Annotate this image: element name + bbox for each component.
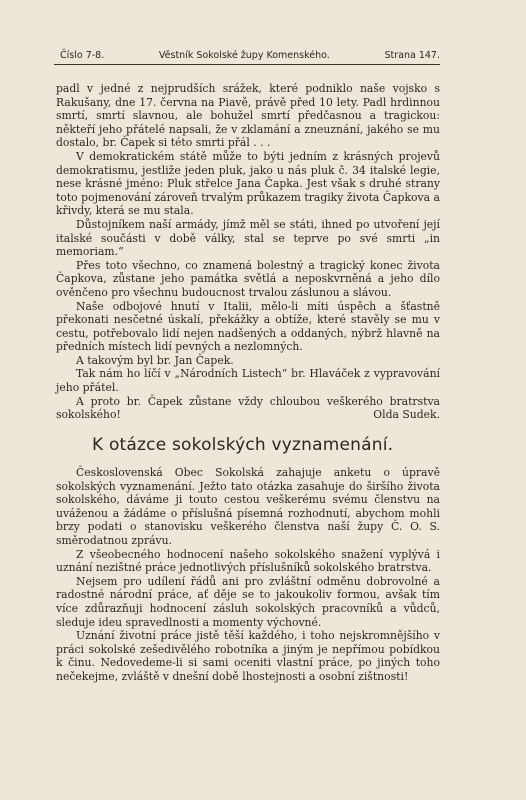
article-title: K otázce sokolských vyznamenání.	[92, 435, 394, 455]
paragraph: padl v jedné z nejprudších srážek, které podniklo naše vojsko s Rakušany, dne 17. června na Piavě, právě před 10 lety. Padl hrdinnou smrtí, smrtí slavnou, ale bohužel smrtí předčasnou a tragickou: někteří jeho přátelé napsali, že v zklamání a zneuznání, jakého se mu dostalo, br. Čapek si této smrti přál . . .	[56, 82, 440, 150]
header-rule	[54, 64, 440, 65]
page-number: Strana 147.	[384, 50, 440, 61]
running-header	[60, 50, 440, 62]
paragraph: V demokratickém státě může to býti jedním z krásných projevů demokratismu, jestliže jeden pluk, jako u nás pluk č. 34 italské legie, nese krásné jméno: Pluk střelce Jana Čapka. Jest však s druhé strany toto pojmenování zároveň trvalým průkazem tragiky života Čapkova a křivdy, která se mu stala.	[56, 149, 440, 218]
paragraph: Tak nám ho líčí v „Národních Listech“ br. Hlaváček z vypravování jeho přátel.	[56, 367, 440, 395]
article-text	[56, 466, 440, 684]
paragraph: Nejsem pro udílení řádů ani pro zvláštní odměnu dobrovolné a radostné národní práce, ať děje se to jakoukoliv formou, avšak tím více zdůrazňuji hodnocení zásluh sokolských pracovníků a vůdců, sleduje ideu spravedlnosti a momenty výchovné.	[56, 574, 440, 629]
closing-paragraph	[56, 395, 440, 422]
closing-text: A proto br. Čapek zůstane vždy chloubou veškerého bratrstva sokolského!	[56, 394, 440, 422]
issue-number: Číslo 7-8.	[60, 50, 105, 61]
journal-title: Věstník Sokolské župy Komenského.	[158, 50, 330, 61]
paragraph: Uznání životní práce jistě těší každého, i toho nejskromnějšího v práci sokolské zešedivělého robotníka a jiným je nepřímou pobídkou k činu. Nedovedeme-li si sami oceniti vlastní práce, po jiných toho nečekejme, zvláště v dnešní době lhostejnosti a osobní zištnosti!	[56, 629, 440, 683]
paragraph: Důstojníkem naší armády, jímž měl se státi, ihned po utvoření její italské součásti v době války, stal se teprve po své smrti „in memoriam.“	[56, 217, 440, 259]
signature: Olda Sudek.	[373, 408, 440, 422]
paragraph: Československá Obec Sokolská zahajuje anketu o úpravě sokolských vyznamenání. Ježto tato otázka zasahuje do širšího života sokolského, dáváme ji touto cestou veškerému svému členstvu na uváženou a žádáme o příslušná písemná rozhodnutí, abychom mohli brzy podati o stanovisku veškerého členstva naší župy Č. O. S. směrodatnou zprávu.	[56, 466, 440, 547]
obituary-text	[56, 82, 440, 422]
paragraph: Naše odbojové hnutí v Italii, mělo-li míti úspěch a šťastně překonati nesčetné úskalí, překážky a obtíže, které stavěly se mu v cestu, potřebovalo lidí nejen nadšených a oddaných, nýbrž hlavně na předních místech lidí pevných a nezlomných.	[56, 299, 440, 354]
paragraph: A takovým byl br. Jan Čapek.	[76, 353, 234, 367]
paragraph: Z všeobecného hodnocení našeho sokolského snažení vyplývá i uznání nezištné práce jednotlivých příslušníků sokolského bratrstva.	[56, 547, 440, 575]
paragraph: Přes toto všechno, co znamená bolestný a tragický konec života Čapkova, zůstane jeho památka světlá a neposkvrněná a jeho dílo ověnčeno pro všechnu budoucnost trvalou záslunou a slávou.	[56, 258, 440, 299]
